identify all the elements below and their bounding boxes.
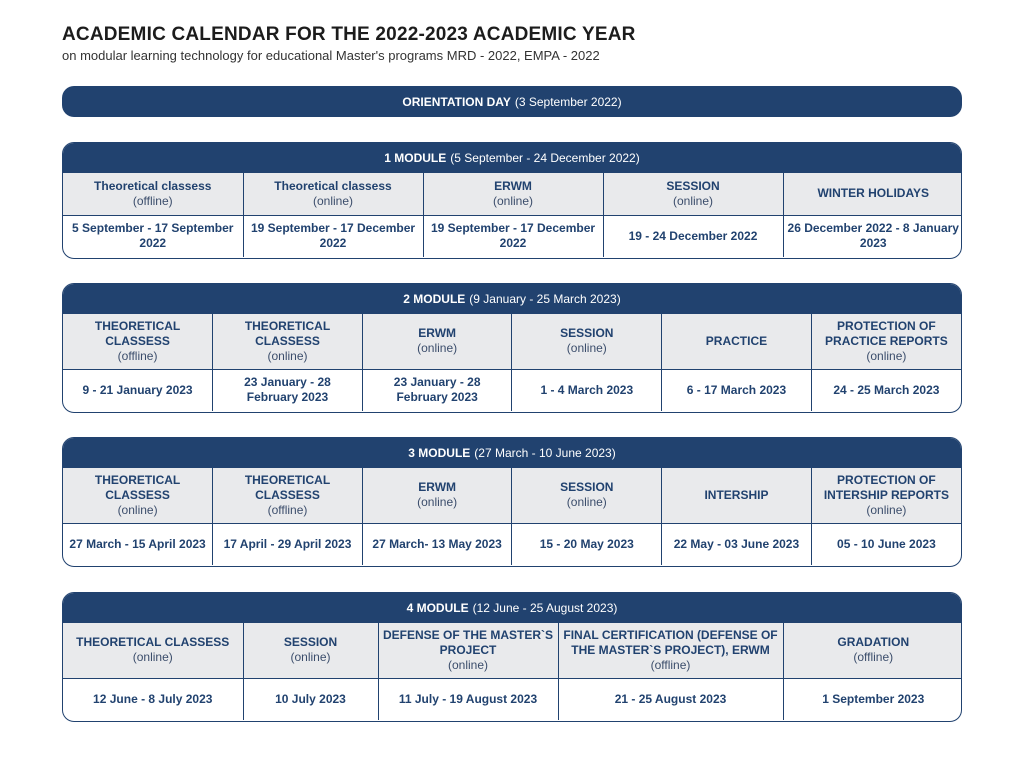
column-header: SESSION (online) (603, 173, 783, 215)
date-cell: 19 September - 17 December 2022 (243, 215, 423, 257)
module-1 (62, 142, 962, 259)
module-1-table (63, 173, 962, 257)
module-4-dates-row (63, 678, 962, 720)
module-label: 4 MODULE (406, 601, 469, 615)
date-cell: 1 - 4 March 2023 (512, 369, 662, 411)
column-header: THEORETICAL CLASSESS (online) (213, 314, 363, 369)
date-cell: 1 September 2023 (783, 678, 962, 720)
column-header: SESSION (online) (512, 314, 662, 369)
column-header: ERWM (online) (362, 468, 512, 523)
column-header: THEORETICAL CLASSESS (online) (63, 468, 213, 523)
column-header: THEORETICAL CLASSESS (offline) (63, 314, 213, 369)
module-2-table (63, 314, 961, 411)
module-3-table (63, 468, 961, 565)
module-label: 3 MODULE (408, 446, 471, 460)
date-cell: 23 January - 28 February 2023 (213, 369, 363, 411)
module-1-dates-row (63, 215, 962, 257)
module-4-header (63, 593, 961, 623)
column-header: FINAL CERTIFICATION (DEFENSE OF THE MASTER`S PROJECT), ERWM (offline) (558, 623, 783, 678)
module-2 (62, 283, 962, 413)
date-cell: 26 December 2022 - 8 January 2023 (783, 215, 962, 257)
date-cell: 10 July 2023 (243, 678, 378, 720)
date-cell: 15 - 20 May 2023 (512, 523, 662, 565)
date-cell: 6 - 17 March 2023 (662, 369, 812, 411)
module-3-dates-row (63, 523, 961, 565)
module-label: 1 MODULE (384, 151, 447, 165)
column-header: ERWM (online) (423, 173, 603, 215)
column-header: GRADATION (offline) (783, 623, 962, 678)
orientation-day-banner (62, 86, 962, 117)
column-header: Theoretical classess (offline) (63, 173, 243, 215)
module-range: (27 March - 10 June 2023) (474, 446, 616, 460)
column-header: DEFENSE OF THE MASTER`S PROJECT (online) (378, 623, 558, 678)
module-label: 2 MODULE (403, 292, 466, 306)
column-header: PROTECTION OF PRACTICE REPORTS (online) (811, 314, 961, 369)
date-cell: 19 September - 17 December 2022 (423, 215, 603, 257)
module-1-header-row (63, 173, 962, 215)
module-range: (9 January - 25 March 2023) (469, 292, 621, 306)
column-header: PROTECTION OF INTERSHIP REPORTS (online) (811, 468, 961, 523)
column-header: THEORETICAL CLASSESS (offline) (213, 468, 363, 523)
orientation-label: ORIENTATION DAY (402, 94, 511, 109)
date-cell: 11 July - 19 August 2023 (378, 678, 558, 720)
date-cell: 05 - 10 June 2023 (811, 523, 961, 565)
column-header: Theoretical classess (online) (243, 173, 423, 215)
module-3-header-row (63, 468, 961, 523)
page-title: ACADEMIC CALENDAR FOR THE 2022-2023 ACADEMIC YEAR (62, 24, 636, 45)
column-header: PRACTICE (662, 314, 812, 369)
module-4-table (63, 623, 962, 720)
date-cell: 23 January - 28 February 2023 (362, 369, 512, 411)
column-header: INTERSHIP (662, 468, 812, 523)
module-3-header (63, 438, 961, 468)
date-cell: 19 - 24 December 2022 (603, 215, 783, 257)
column-header: SESSION (online) (243, 623, 378, 678)
orientation-date: (3 September 2022) (514, 94, 622, 109)
module-2-header-row (63, 314, 961, 369)
module-2-header (63, 284, 961, 314)
date-cell: 27 March - 15 April 2023 (69, 536, 206, 551)
date-cell: 17 April - 29 April 2023 (213, 523, 363, 565)
module-range: (5 September - 24 December 2022) (450, 151, 640, 165)
module-3 (62, 437, 962, 567)
page-subtitle: on modular learning technology for educational Master's programs MRD - 2022, EMPA - 2022 (62, 48, 600, 63)
module-4 (62, 592, 962, 722)
date-cell: 9 - 21 January 2023 (82, 382, 193, 397)
module-2-dates-row (63, 369, 961, 411)
date-cell: 5 September - 17 September 2022 (72, 221, 234, 251)
column-header: ERWM (online) (362, 314, 512, 369)
module-4-header-row (63, 623, 962, 678)
date-cell: 27 March- 13 May 2023 (362, 523, 512, 565)
column-header: THEORETICAL CLASSESS (online) (63, 623, 243, 678)
module-1-header (63, 143, 961, 173)
date-cell: 22 May - 03 June 2023 (662, 523, 812, 565)
column-header: SESSION (online) (512, 468, 662, 523)
column-header: WINTER HOLIDAYS (783, 173, 962, 215)
date-cell: 12 June - 8 July 2023 (93, 691, 213, 706)
module-range: (12 June - 25 August 2023) (472, 601, 618, 615)
date-cell: 21 - 25 August 2023 (558, 678, 783, 720)
date-cell: 24 - 25 March 2023 (811, 369, 961, 411)
